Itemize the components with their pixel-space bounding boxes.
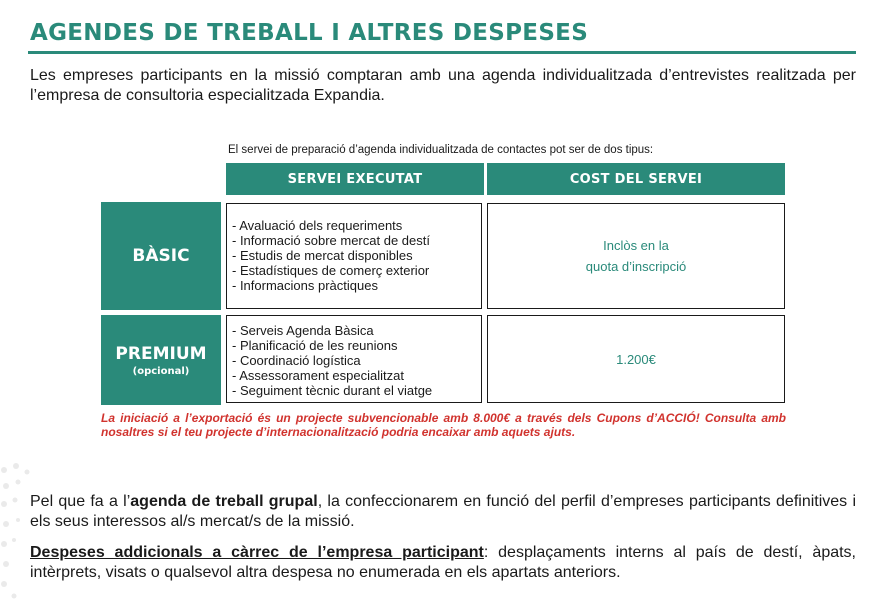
list-item: - Seguiment tècnic durant el viatge [232, 383, 433, 398]
group-text-prefix: Pel que fa a l’ [30, 493, 131, 510]
services-list [232, 323, 481, 398]
subsidy-note: La iniciació a l’exportació és un projecte subvencionable amb 8.000€ a través dels Cupons d’ACCIÓ! Consulta amb nosaltres si el teu projecte d’internacionalització podria encaixar amb aquets ajuts. [101, 411, 786, 439]
list-item: - Informació sobre mercat de destí [232, 233, 430, 248]
list-item: - Coordinació logística [232, 353, 361, 368]
expenses-paragraph [30, 543, 856, 583]
services-cell-basic [226, 203, 482, 309]
list-item: - Estudis de mercat disponibles [232, 248, 413, 263]
group-agenda-paragraph [30, 492, 856, 532]
row-header-basic [101, 202, 221, 310]
group-text-suffix: , la confeccionarem en funció del perfil d’empreses participants definitives i els seus interessos al/s mercat/s de la missió. [30, 493, 857, 530]
services-list [232, 218, 481, 293]
cost-text: Inclòs en la [603, 238, 669, 253]
cost-text: quota d’inscripció [585, 259, 687, 274]
column-header-cost: COST DEL SERVEI [487, 163, 785, 195]
row-header-label: PREMIUM [115, 343, 207, 364]
row-header-label: BÀSIC [132, 246, 190, 266]
list-item: - Serveis Agenda Bàsica [232, 323, 374, 338]
expenses-label: Despeses addicionals a càrrec de l’empresa participant [30, 544, 484, 561]
cost-cell-basic [487, 203, 785, 309]
list-item: - Informacions pràctiques [232, 278, 378, 293]
intro-paragraph: Les empreses participants en la missió comptaran amb una agenda individualitzada d’entrevistes realitzada per l’empresa de consultoria especialitzada Expandia. [30, 67, 856, 104]
table-caption: El servei de preparació d’agenda individualitzada de contactes pot ser de dos tipus: [228, 144, 654, 156]
cost-cell-premium [487, 315, 785, 403]
row-header-subtitle: (opcional) [132, 365, 190, 377]
list-item: - Planificació de les reunions [232, 338, 398, 353]
column-header-service: SERVEI EXECUTAT [226, 163, 484, 195]
list-item: - Assessorament especialitzat [232, 368, 404, 383]
title-divider [28, 51, 856, 54]
group-text-bold: agenda de treball grupal [130, 493, 318, 510]
cost-text: 1.200€ [616, 351, 656, 367]
list-item: - Estadístiques de comerç exterior [232, 263, 430, 278]
page-title: AGENDES DE TREBALL I ALTRES DESPESES [30, 20, 589, 46]
list-item: - Avaluació dels requeriments [232, 218, 403, 233]
services-cell-premium [226, 315, 482, 403]
row-header-premium [101, 315, 221, 405]
expenses-text: : desplaçaments interns al país de destí, àpats, intèrprets, visats o qualsevol altra despesa no enumerada en els apartats anteriors. [30, 544, 857, 581]
dot-pattern-decoration [0, 462, 30, 605]
